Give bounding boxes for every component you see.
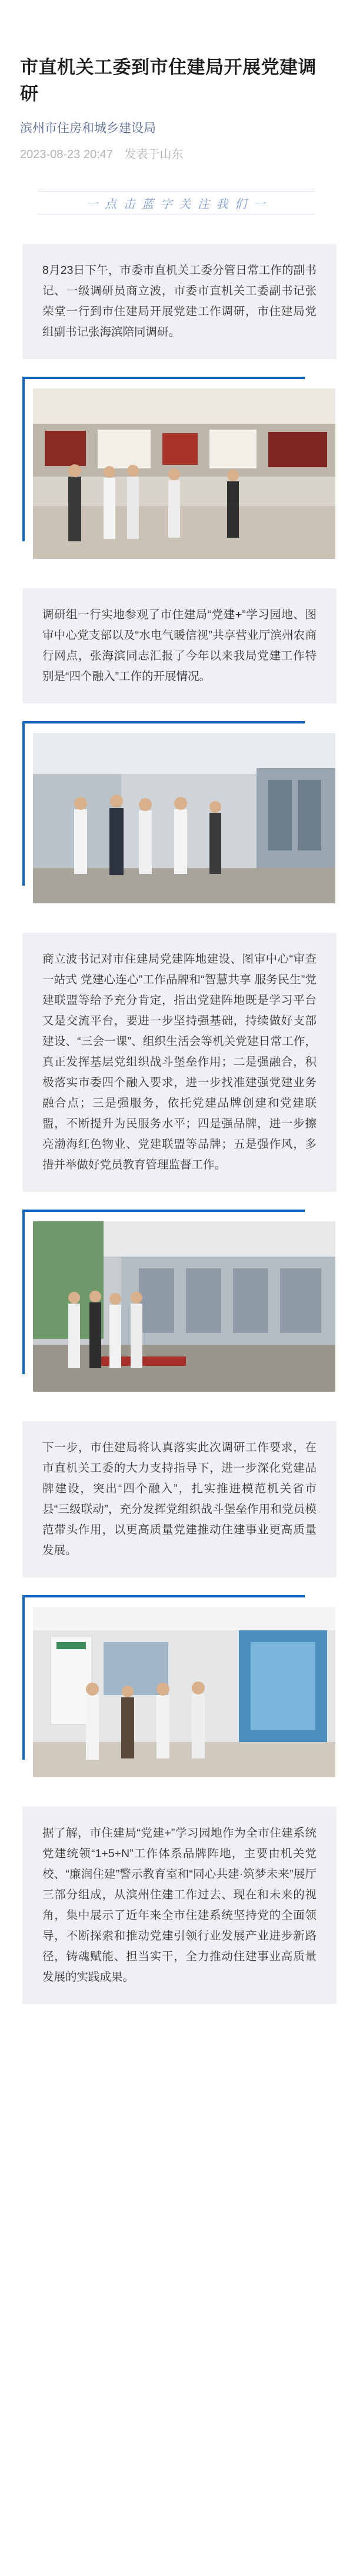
frame-corner-decoration	[22, 1595, 25, 1760]
photo-display-room[interactable]	[33, 1607, 335, 1777]
photo-exhibition-hall-icon	[33, 388, 335, 559]
photo-frame	[22, 721, 337, 915]
paragraph-block	[22, 933, 337, 1192]
paragraph-text: 下一步，市住建局将认真落实此次调研工作要求，在市直机关工委的大力支持指导下，进一步深化党建品牌建设，突出“四个融入”，扎实推进模范机关省市县“三级联动”，充分发挥党组织战斗堡垒作用和党员模范带头作用，以更高质量党建推动住建事业更高质量发展。	[22, 1421, 337, 1577]
publish-location: 发表于山东	[124, 148, 184, 161]
paragraph-text: 据了解，市住建局“党建+”学习园地作为全市住建系统党建统领“1+5+N”工作体系品牌阵地，主要由机关党校、“廉润住建”警示教育室和“同心共建·筑梦未来”展厅三部分组成，从滨州住建工作过去、现在和未来的视角，集中展示了近年来全市住建系统坚持党的全面领导，不断探索和推动党建引领行业发展产业进步新路径，铸魂赋能、担当实干，全力推动住建事业高质量发展的实践成果。	[22, 1807, 337, 2004]
photo-office-lobby-icon	[33, 733, 335, 903]
paragraph-text: 调研组一行实地参观了市住建局“党建+”学习园地、图审中心党支部以及“水电气暖信视”共享营业厅滨州农商行网点，张海滨同志汇报了今年以来我局党建工作特别是“四个融入”工作的开展情况。	[22, 588, 337, 704]
frame-corner-decoration	[22, 1595, 305, 1597]
paragraph-text: 商立波书记对市住建局党建阵地建设、图审中心“审查一站式 党建心连心”工作品牌和“智慧共享 服务民生”党建联盟等给予充分肯定，指出党建阵地既是学习平台又是交流平台，要进一步坚持强基础，持续做好支部建设、“三会一课”、组织生活会等机关党建日常工作，真正发挥基层党组织战斗堡垒作用；二是强融合，积极落实市委四个融入要求，进一步找准建强党建业务融合点；三是强服务，依托党建品牌创建和党建联盟，不断提升为民服务水平；四是强品牌，进一步擦亮渤海红色物业、党建联盟等品牌；五是强作风，多措并举做好党员教育管理监督工作。	[22, 933, 337, 1192]
paragraph-text: 8月23日下午，市委市直机关工委分管日常工作的副书记、一级调研员商立波，市委市直机关工委副书记张荣堂一行到市住建局开展党建工作调研，市住建局党组副书记张海滨陪同调研。	[22, 244, 337, 359]
photo-exhibition-hall[interactable]	[33, 388, 335, 559]
photo-frame	[22, 1595, 337, 1789]
article-header	[0, 0, 353, 162]
article-title: 市直机关工委到市住建局开展党建调研	[20, 57, 317, 104]
frame-corner-decoration	[22, 721, 25, 886]
publish-time: 2023-08-23 20:47	[20, 148, 113, 161]
frame-corner-decoration	[22, 1210, 305, 1212]
frame-corner-decoration	[22, 377, 25, 541]
paragraph-block	[22, 1421, 337, 1577]
frame-corner-decoration	[22, 1210, 25, 1374]
paragraph-block	[22, 1807, 337, 2004]
photo-frame	[22, 377, 337, 571]
follow-banner[interactable]	[38, 191, 315, 215]
publish-meta	[20, 145, 333, 162]
photo-frame	[22, 1210, 337, 1403]
account-name-link[interactable]: 滨州市住房和城乡建设局	[20, 122, 156, 135]
frame-corner-decoration	[22, 721, 305, 723]
photo-service-hall[interactable]	[33, 1221, 335, 1392]
photo-display-room-icon	[33, 1607, 335, 1777]
photo-service-hall-icon	[33, 1221, 335, 1392]
frame-corner-decoration	[22, 377, 305, 379]
paragraph-block	[22, 588, 337, 704]
photo-office-lobby[interactable]	[33, 733, 335, 903]
follow-banner-text: 一 点 击 蓝 字 关 注 我 们 一	[86, 197, 267, 211]
paragraph-block	[22, 244, 337, 359]
